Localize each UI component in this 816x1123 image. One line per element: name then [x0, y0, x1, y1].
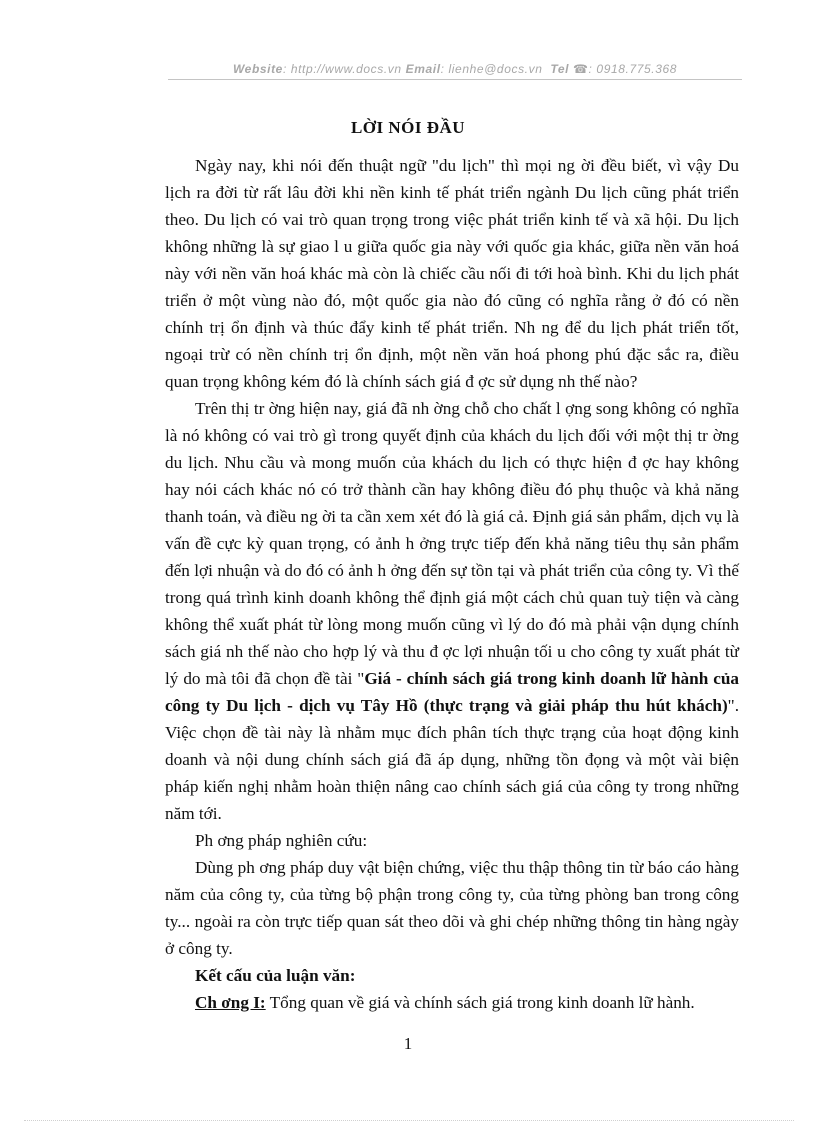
document-body: [165, 152, 739, 1016]
footer-dotted-line: [24, 1120, 794, 1121]
structure-heading-text: Kết cấu của luận văn:: [195, 966, 356, 985]
intro-paragraph: [165, 152, 739, 395]
thesis-topic: Giá - chính sách giá trong kinh doanh lữ hành của công ty Du lịch - dịch vụ Tây Hồ (thực trạng và giải pháp thu hút khách): [165, 669, 739, 715]
market-text: Trên thị tr ờng hiện nay, giá đã nh ờng chỗ cho chất l ợng song không có nghĩa là nó không có vai trò gì trong quyết định của khách du lịch đối với một thị tr ờng du lịch. Nhu cầu và mong muốn của khách du lịch có thực hiện đ ợc hay không hay nói cách khác nó có trở thành cần hay không điều đó phụ thuộc và khả năng thanh toán, và điều ng ời ta cần xem xét đó là giá cả. Định giá sản phẩm, dịch vụ là vấn đề cực kỳ quan trọng, có ảnh h ởng trực tiếp đến khả năng tiêu thụ sản phẩm đến lợi nhuận và do đó có ảnh h ởng đến sự tồn tại và phát triển của công ty. Vì thế trong quá trình kinh doanh không thể định giá một cách chủ quan tuỳ tiện và càng không thể xuất phát từ lòng mong muốn cũng vì lý do đó mà phải vận dụng chính sách giá nh thế nào cho hợp lý và thu đ ợc lợi nhuận tối u cho công ty xuất phát từ lý do mà tôi đã chọn đề tài ": [165, 399, 739, 688]
method-paragraph: [165, 854, 739, 962]
method-text: Dùng ph ơng pháp duy vật biện chứng, việc thu thập thông tin từ báo cáo hàng năm của công ty, của từng bộ phận trong công ty, của từng phòng ban trong công ty... ngoài ra còn trực tiếp quan sát theo dõi và ghi chép những thông tin hàng ngày ở công ty.: [165, 858, 739, 958]
page-title: LỜI NÓI ĐẦU: [350, 118, 466, 137]
email-value[interactable]: : lienhe@docs.vn: [440, 62, 543, 76]
chapter-1-label: Ch ơng I:: [195, 993, 266, 1012]
header-divider: [168, 79, 742, 80]
chapter-1-line: [165, 989, 739, 1016]
website-value[interactable]: : http://www.docs.vn: [282, 62, 402, 76]
page-header: [170, 62, 740, 76]
method-heading-text: Ph ơng pháp nghiên cứu:: [195, 831, 368, 850]
intro-text: Ngày nay, khi nói đến thuật ngữ "du lịch" thì mọi ng ời đều biết, vì vậy Du lịch ra đời từ rất lâu đời khi nền kinh tế phát triển ngành Du lịch cũng phát triển theo. Du lịch có vai trò quan trọng trong việc phát triển kinh tế và xã hội. Du lịch không những là sự giao l u giữa quốc gia này với quốc gia khác, giữa nền văn hoá này với nền văn hoá khác mà còn là chiếc cầu nối đi tới hoà bình. Khi du lịch phát triển ở một vùng nào đó, một quốc gia nào đó cũng có nghĩa rằng ở đó có nền chính trị ổn định và thúc đẩy kinh tế phát triển. Nh ng để du lịch phát triển tốt, ngoại trừ có nền chính trị ổn định, một nền văn hoá phong phú đặc sắc ra, điều quan trọng không kém đó là chính sách giá đ ợc sử dụng nh thế nào?: [165, 156, 739, 391]
chapter-1-title: Tổng quan về giá và chính sách giá trong kinh doanh lữ hành.: [265, 993, 695, 1012]
structure-heading: [165, 962, 739, 989]
tel-label: Tel: [550, 62, 570, 76]
method-heading: [165, 827, 739, 854]
market-text-end: ". Việc chọn đề tài này là nhằm mục đích phân tích thực trạng của hoạt động kinh doanh và nội dung chính sách giá đã áp dụng, những tồn đọng và một vài biện pháp kiến nghị nhằm hoàn thiện nâng cao chính sách giá của công ty trong những năm tới.: [165, 696, 739, 823]
tel-value: ☎: 0918.775.368: [573, 62, 678, 76]
page-number: 1: [403, 1034, 413, 1053]
market-paragraph: [165, 395, 739, 827]
email-label: Email: [405, 62, 441, 76]
website-label: Website: [232, 62, 283, 76]
